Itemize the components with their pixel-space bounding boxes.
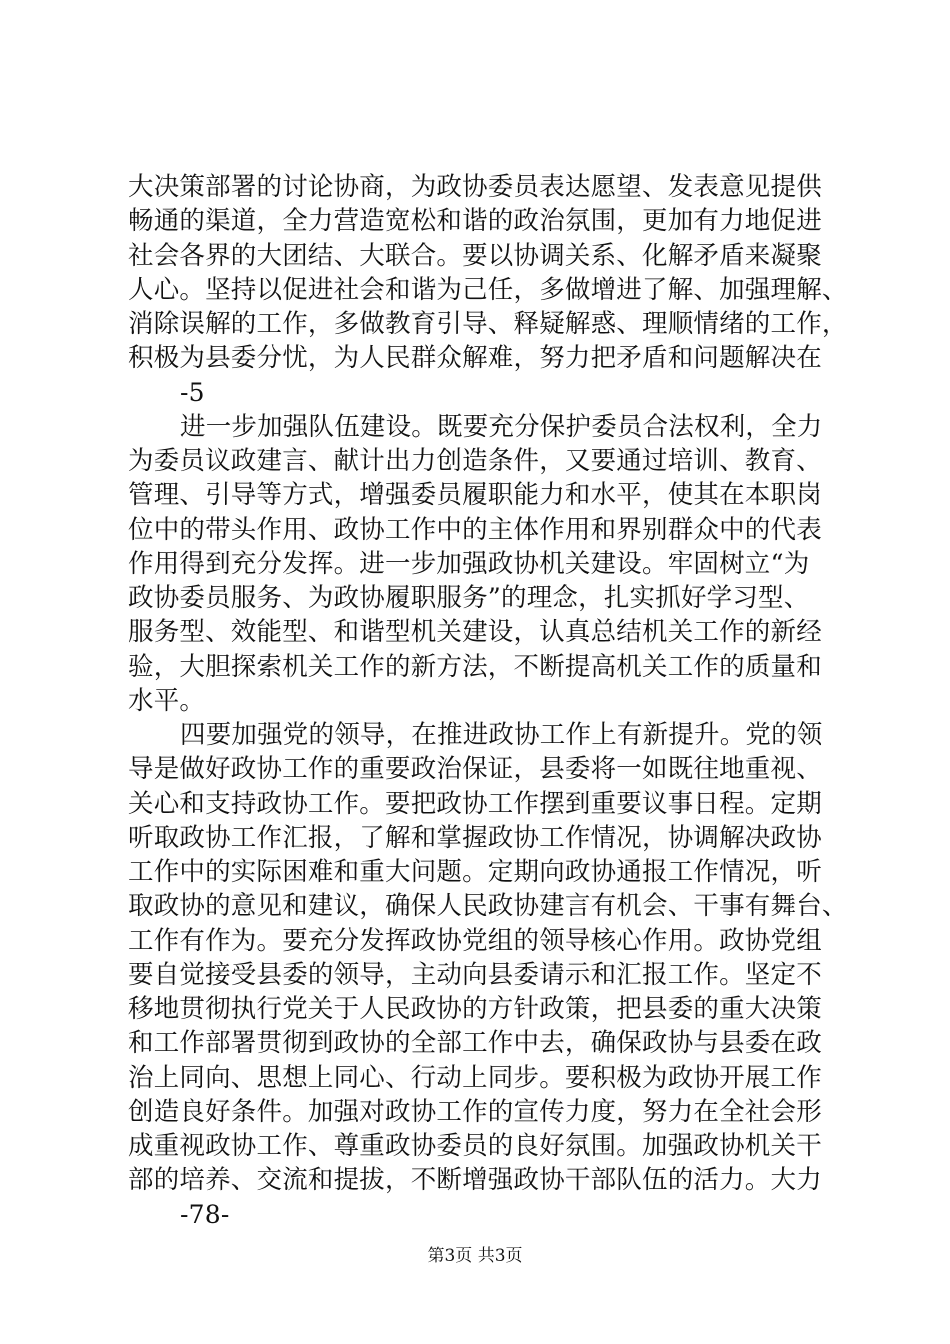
- text-line: 畅通的渠道，全力营造宽松和谐的政治氛围，更加有力地促进: [128, 206, 822, 237]
- text-line: 作用得到充分发挥。进一步加强政协机关建设。牢固树立“为: [128, 548, 810, 579]
- text-line: 政协委员服务、为政协履职服务”的理念，扎实抓好学习型、: [128, 583, 810, 613]
- text-line: 社会各界的大团结、大联合。要以协调关系、化解矛盾来凝聚: [128, 240, 822, 271]
- text-line: 工作有作为。要充分发挥政协党组的领导核心作用。政协党组: [128, 925, 822, 956]
- text-line: 大决策部署的讨论协商，为政协委员表达愿望、发表意见提供: [128, 172, 822, 202]
- text-line: 创造良好条件。加强对政协工作的宣传力度，努力在全社会形: [128, 1096, 822, 1127]
- text-line: 为委员议政建言、献计出力创造条件，又要通过培训、教育、: [128, 446, 822, 476]
- page-marker: -5: [180, 377, 205, 407]
- text-line: 和工作部署贯彻到政协的全部工作中去，确保政协与县委在政: [128, 1028, 822, 1059]
- text-line: 治上同向、思想上同心、行动上同步。要积极为政协开展工作: [128, 1062, 822, 1093]
- text-line: 服务型、效能型、和谐型机关建设，认真总结机关工作的新经: [128, 617, 822, 648]
- text-line: 移地贯彻执行党关于人民政协的方针政策，把县委的重大决策: [128, 994, 822, 1024]
- body-text: [128, 170, 848, 1232]
- text-line: 取政协的意见和建议，确保人民政协建言有机会、干事有舞台、: [128, 891, 848, 922]
- text-line: 工作中的实际困难和重大问题。定期向政协通报工作情况，听: [128, 857, 822, 887]
- text-line: 关心和支持政协工作。要把政协工作摆到重要议事日程。定期: [128, 788, 822, 819]
- text-line: 导是做好政协工作的重要政治保证，县委将一如既往地重视、: [128, 754, 822, 785]
- text-line: 消除误解的工作，多做教育引导、释疑解惑、理顺情绪的工作，: [128, 309, 848, 339]
- text-line: 要自觉接受县委的领导，主动向县委请示和汇报工作。坚定不: [128, 959, 822, 990]
- text-line: 位中的带头作用、政协工作中的主体作用和界别群众中的代表: [128, 514, 822, 545]
- paragraph-start-line: 四要加强党的领导，在推进政协工作上有新提升。党的领: [180, 720, 823, 750]
- text-line: 积极为县委分忧，为人民群众解难，努力把矛盾和问题解决在: [128, 343, 822, 374]
- page-marker: -78-: [180, 1199, 230, 1229]
- page-footer: 第3页 共3页: [427, 1246, 523, 1266]
- text-line: 听取政协工作汇报，了解和掌握政协工作情况，协调解决政协: [128, 822, 822, 853]
- text-line: 管理、引导等方式，增强委员履职能力和水平，使其在本职岗: [128, 480, 822, 511]
- text-line: 验，大胆探索机关工作的新方法，不断提高机关工作的质量和: [128, 651, 822, 682]
- paragraph-start-line: 进一步加强队伍建设。既要充分保护委员合法权利，全力: [180, 411, 823, 442]
- text-line: 人心。坚持以促进社会和谐为己任，多做增进了解、加强理解、: [128, 274, 848, 305]
- text-line: 成重视政协工作、尊重政协委员的良好氛围。加强政协机关干: [128, 1131, 822, 1161]
- text-line: 水平。: [128, 685, 206, 716]
- text-line: 部的培养、交流和提拔，不断增强政协干部队伍的活力。大力: [128, 1165, 822, 1196]
